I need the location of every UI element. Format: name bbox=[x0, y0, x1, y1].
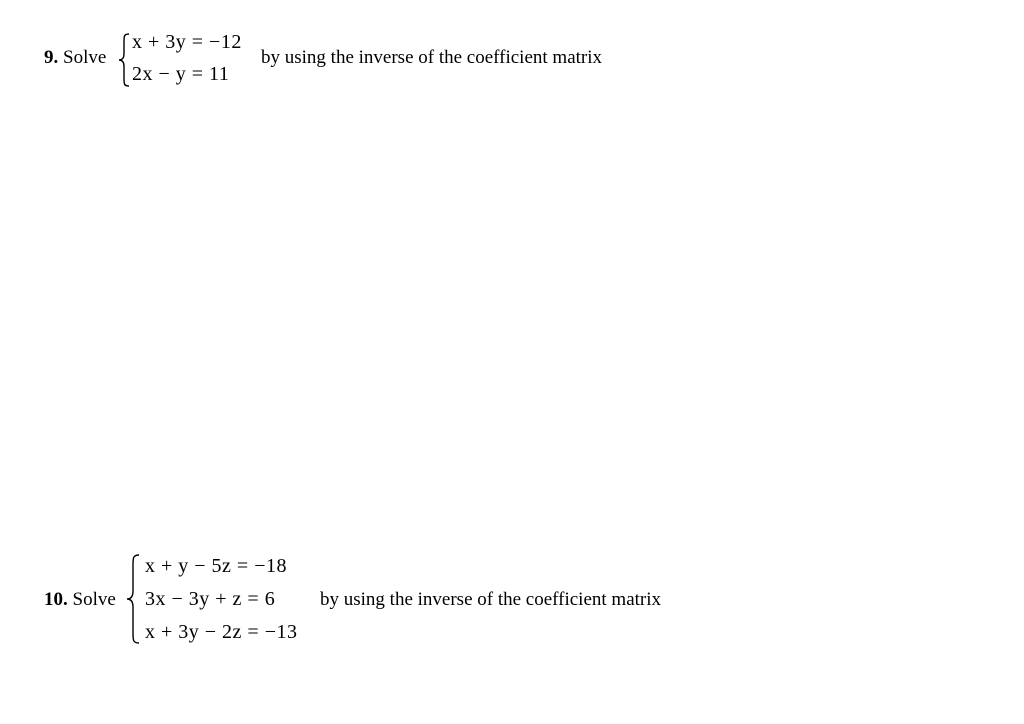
method-text: by using the inverse of the coefficient matrix bbox=[320, 589, 662, 610]
problem-label bbox=[44, 589, 116, 611]
equation-3: x + 3y − 2z = −13 bbox=[145, 621, 298, 643]
left-brace-icon bbox=[126, 553, 142, 645]
problem-number: 9. bbox=[44, 47, 59, 68]
equation-2: 2x − y = 11 bbox=[132, 63, 230, 85]
problem-number: 10. bbox=[44, 589, 68, 610]
equation-1: x + 3y = −12 bbox=[132, 31, 242, 53]
left-brace-icon bbox=[118, 32, 132, 88]
equation-1: x + y − 5z = −18 bbox=[145, 555, 287, 577]
problem-label bbox=[44, 47, 106, 69]
problem-verb: Solve bbox=[63, 47, 107, 68]
problem-verb: Solve bbox=[72, 589, 116, 610]
equation-2: 3x − 3y + z = 6 bbox=[145, 588, 276, 610]
method-text: by using the inverse of the coefficient matrix bbox=[261, 47, 603, 68]
